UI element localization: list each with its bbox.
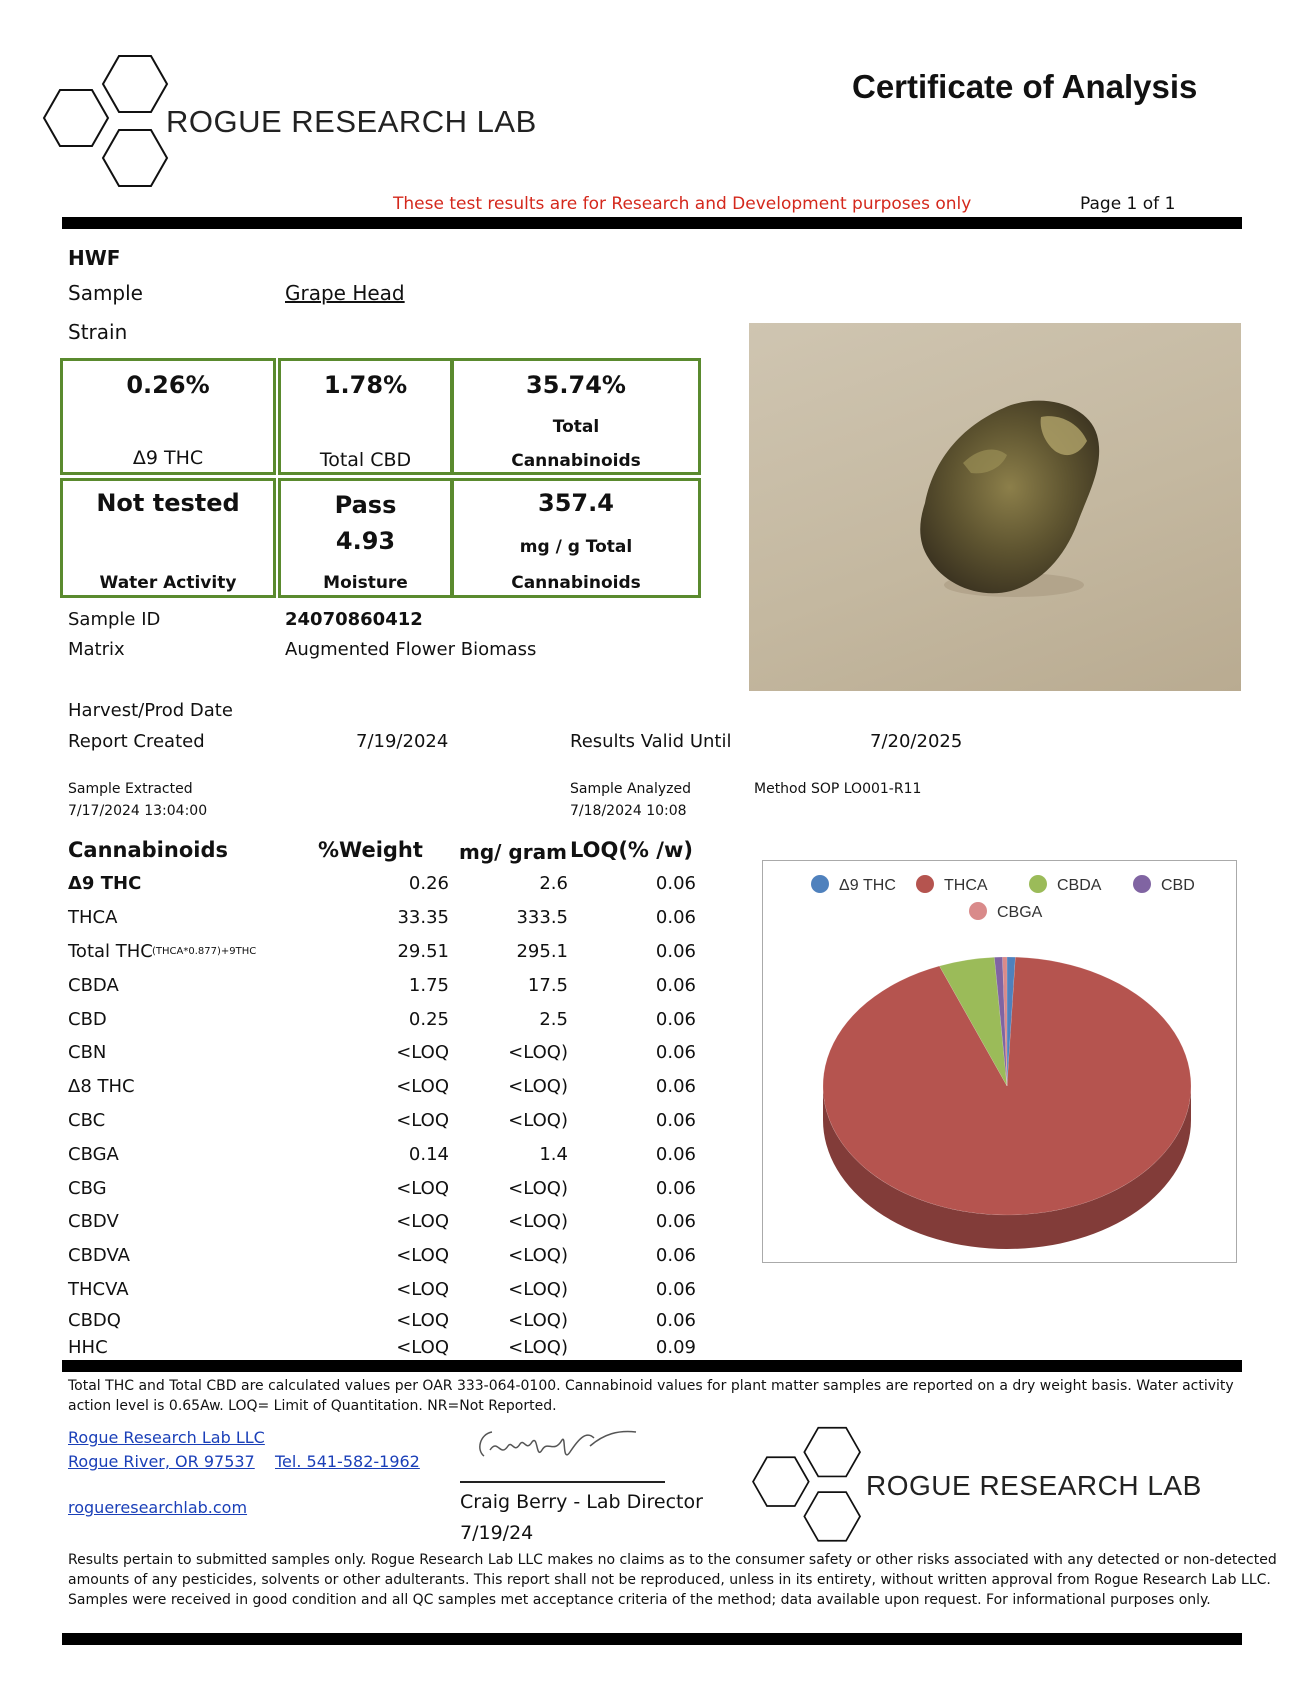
- cell-weight: 0.25: [408, 1009, 449, 1030]
- total-summary-box: [451, 358, 701, 475]
- footnote-line-2: action level is 0.65Aw. LOQ= Limit of Quantitation. NR=Not Reported.: [68, 1398, 557, 1414]
- website-link[interactable]: rogueresearchlab.com: [68, 1498, 248, 1517]
- sample-id-label: Sample ID: [68, 609, 161, 630]
- cell-cannabinoid: CBDA: [68, 975, 119, 996]
- cell-weight: 33.35: [397, 907, 449, 928]
- cell-cannabinoid: CBDVA: [68, 1245, 130, 1266]
- cell-cannabinoid: CBN: [68, 1042, 107, 1063]
- cell-loq: 0.06: [655, 873, 696, 894]
- legend-label: THCA: [944, 877, 988, 894]
- cell-loq: 0.06: [655, 975, 696, 996]
- document-title: Certificate of Analysis: [852, 68, 1198, 105]
- cell-cannabinoid: HHC: [68, 1337, 108, 1358]
- matrix-value: Augmented Flower Biomass: [285, 639, 537, 660]
- cell-loq: 0.06: [655, 1211, 696, 1232]
- cell-weight: <LOQ: [396, 1178, 449, 1199]
- sign-date: 7/19/24: [460, 1522, 534, 1544]
- table-row: [68, 941, 708, 971]
- cell-mg: <LOQ): [508, 1310, 568, 1331]
- signature-line: [460, 1481, 665, 1483]
- moisture-status: Pass: [334, 491, 397, 519]
- cell-loq: 0.06: [655, 1245, 696, 1266]
- cell-cannabinoid: CBDQ: [68, 1310, 121, 1331]
- mg-summary-box: [451, 478, 701, 598]
- pie-svg: [763, 861, 1235, 1261]
- cell-loq: 0.06: [655, 941, 696, 962]
- cell-weight: 1.75: [408, 975, 449, 996]
- header-weight: %Weight: [318, 838, 423, 862]
- moisture-value: 4.93: [335, 527, 396, 555]
- total-summary-label-2: Cannabinoids: [511, 451, 641, 471]
- cell-mg: 17.5: [527, 975, 568, 996]
- cell-mg: 1.4: [539, 1144, 568, 1165]
- cell-cannabinoid: CBC: [68, 1110, 106, 1131]
- cell-mg: <LOQ): [508, 1110, 568, 1131]
- address-link[interactable]: Rogue River, OR 97537: [68, 1452, 255, 1471]
- phone-link[interactable]: Tel. 541-582-1962: [275, 1452, 420, 1471]
- lab-logo-icon: [42, 54, 177, 192]
- cell-weight: 0.14: [408, 1144, 449, 1165]
- table-row: [68, 1245, 708, 1275]
- header-mg: mg/ gram: [459, 840, 567, 864]
- table-row: [68, 1178, 708, 1208]
- sample-photo: [749, 323, 1241, 691]
- table-row: [68, 1144, 708, 1174]
- cell-weight: <LOQ: [396, 1042, 449, 1063]
- table-row: [68, 873, 708, 903]
- cell-weight: 29.51: [397, 941, 449, 962]
- legal-line-1: Results pertain to submitted samples only. Rogue Research Lab LLC makes no claims as to the consumer safety or other risks associated with any detected or non-detected: [68, 1552, 1277, 1568]
- cell-cannabinoid: CBGA: [68, 1144, 119, 1165]
- cell-cannabinoid: THCVA: [68, 1279, 129, 1300]
- total-summary-value: 35.74%: [526, 371, 626, 399]
- cell-weight: <LOQ: [396, 1076, 449, 1097]
- cell-mg: <LOQ): [508, 1245, 568, 1266]
- analyzed-value: 7/18/2024 10:08: [570, 803, 687, 819]
- moisture-label: Moisture: [323, 573, 408, 593]
- thc-summary-box: [60, 358, 276, 475]
- cbd-summary-value: 1.78%: [323, 371, 408, 399]
- strain-label: Strain: [68, 320, 128, 344]
- table-row: [68, 1076, 708, 1106]
- harvest-label: Harvest/Prod Date: [68, 700, 233, 721]
- cell-weight: <LOQ: [396, 1110, 449, 1131]
- table-row: [68, 1110, 708, 1140]
- total-summary-label-1: Total: [552, 417, 600, 437]
- water-summary-label: Water Activity: [99, 573, 237, 593]
- page-number: Page 1 of 1: [1080, 194, 1176, 214]
- method: Method SOP LO001-R11: [754, 781, 922, 797]
- moisture-summary-box: [278, 478, 453, 598]
- cell-loq: 0.06: [655, 1178, 696, 1199]
- legal-line-3: Samples were received in good condition and all QC samples met acceptance criteria of the method; data available upon request. For informational purposes only.: [68, 1592, 1211, 1608]
- signature-icon: [470, 1420, 650, 1470]
- water-summary-value: Not tested: [96, 489, 240, 517]
- table-row: [68, 907, 708, 937]
- legend-label: CBGA: [997, 904, 1043, 921]
- extracted-label: Sample Extracted: [68, 781, 193, 797]
- cell-cannabinoid: CBD: [68, 1009, 107, 1030]
- table-divider: [62, 1360, 1242, 1372]
- cell-loq: 0.09: [655, 1337, 696, 1358]
- cell-loq: 0.06: [655, 1076, 696, 1097]
- cell-cannabinoid: THCA: [68, 907, 118, 928]
- cell-loq: 0.06: [655, 1279, 696, 1300]
- bottom-divider: [62, 1633, 1242, 1645]
- cell-cannabinoid: CBDV: [68, 1211, 119, 1232]
- cell-mg: 2.5: [539, 1009, 568, 1030]
- cell-weight: <LOQ: [396, 1245, 449, 1266]
- research-disclaimer: These test results are for Research and Development purposes only: [393, 194, 972, 214]
- report-created-value: 7/19/2024: [356, 731, 449, 752]
- cell-mg: <LOQ): [508, 1178, 568, 1199]
- cell-mg: <LOQ): [508, 1337, 568, 1358]
- cell-loq: 0.06: [655, 1042, 696, 1063]
- cell-loq: 0.06: [655, 1144, 696, 1165]
- cell-mg: 333.5: [516, 907, 568, 928]
- sample-label: Sample: [68, 281, 143, 305]
- table-row: [68, 1310, 708, 1340]
- table-row: [68, 1211, 708, 1241]
- cbd-summary-box: [278, 358, 453, 475]
- valid-until-label: Results Valid Until: [570, 731, 732, 752]
- footer-logo-text: ROGUE RESEARCH LAB: [866, 1470, 1202, 1501]
- valid-until-value: 7/20/2025: [870, 731, 963, 752]
- table-row: [68, 975, 708, 1005]
- flower-bud-icon: [749, 323, 1241, 691]
- sample-name: Grape Head: [285, 281, 405, 305]
- legal-line-2: amounts of any pesticides, solvents or other adulterants. This report shall not be reproduced, unless in its entirety, without written approval from Rogue Research Lab LLC.: [68, 1572, 1271, 1588]
- lab-logo-text: ROGUE RESEARCH LAB: [166, 104, 537, 139]
- cell-cannabinoid: Δ9 THC: [68, 873, 142, 894]
- report-created-label: Report Created: [68, 731, 205, 752]
- matrix-label: Matrix: [68, 639, 125, 660]
- legend-label: CBDA: [1057, 877, 1102, 894]
- cell-mg: <LOQ): [508, 1042, 568, 1063]
- cbd-summary-label: Total CBD: [319, 449, 412, 471]
- header-loq: LOQ(% /w): [570, 838, 693, 862]
- cell-mg: 2.6: [539, 873, 568, 894]
- total-thc-formula: (THCA*0.877)+9THC: [152, 946, 257, 957]
- company-link[interactable]: Rogue Research Lab LLC: [68, 1428, 265, 1447]
- cell-mg: <LOQ): [508, 1076, 568, 1097]
- legend-label: Δ9 THC: [839, 877, 896, 894]
- cell-mg: <LOQ): [508, 1279, 568, 1300]
- cell-loq: 0.06: [655, 907, 696, 928]
- cannabinoid-pie-chart: [762, 860, 1237, 1263]
- cell-cannabinoid: Total THC: [68, 941, 153, 962]
- analyzed-label: Sample Analyzed: [570, 781, 691, 797]
- sample-id-value: 24070860412: [285, 609, 423, 630]
- client-name: HWF: [68, 246, 121, 270]
- cell-loq: 0.06: [655, 1110, 696, 1131]
- cell-weight: <LOQ: [396, 1279, 449, 1300]
- header-divider: [62, 217, 1242, 229]
- cell-weight: <LOQ: [396, 1310, 449, 1331]
- cell-weight: <LOQ: [396, 1337, 449, 1358]
- cell-weight: 0.26: [408, 873, 449, 894]
- water-summary-box: [60, 478, 276, 598]
- cell-cannabinoid: CBG: [68, 1178, 107, 1199]
- cell-cannabinoid: Δ8 THC: [68, 1076, 135, 1097]
- header-cannabinoids: Cannabinoids: [68, 838, 228, 862]
- thc-summary-value: 0.26%: [126, 371, 210, 399]
- table-row: [68, 1042, 708, 1072]
- cell-loq: 0.06: [655, 1009, 696, 1030]
- extracted-value: 7/17/2024 13:04:00: [68, 803, 208, 819]
- footer-logo-icon: [750, 1426, 870, 1546]
- cell-weight: <LOQ: [396, 1211, 449, 1232]
- table-row: [68, 1279, 708, 1309]
- cell-mg: <LOQ): [508, 1211, 568, 1232]
- footnote-line-1: Total THC and Total CBD are calculated values per OAR 333-064-0100. Cannabinoid values for plant matter samples are reported on a dry weight basis. Water activity: [68, 1378, 1234, 1394]
- mg-summary-value: 357.4: [538, 489, 614, 517]
- mg-summary-label-1: mg / g Total: [519, 537, 633, 557]
- signer-name: Craig Berry - Lab Director: [460, 1491, 703, 1513]
- legend-label: CBD: [1161, 877, 1195, 894]
- cell-mg: 295.1: [516, 941, 568, 962]
- table-row: [68, 1009, 708, 1039]
- mg-summary-label-2: Cannabinoids: [511, 573, 641, 593]
- thc-summary-label: Δ9 THC: [132, 447, 204, 469]
- cell-loq: 0.06: [655, 1310, 696, 1331]
